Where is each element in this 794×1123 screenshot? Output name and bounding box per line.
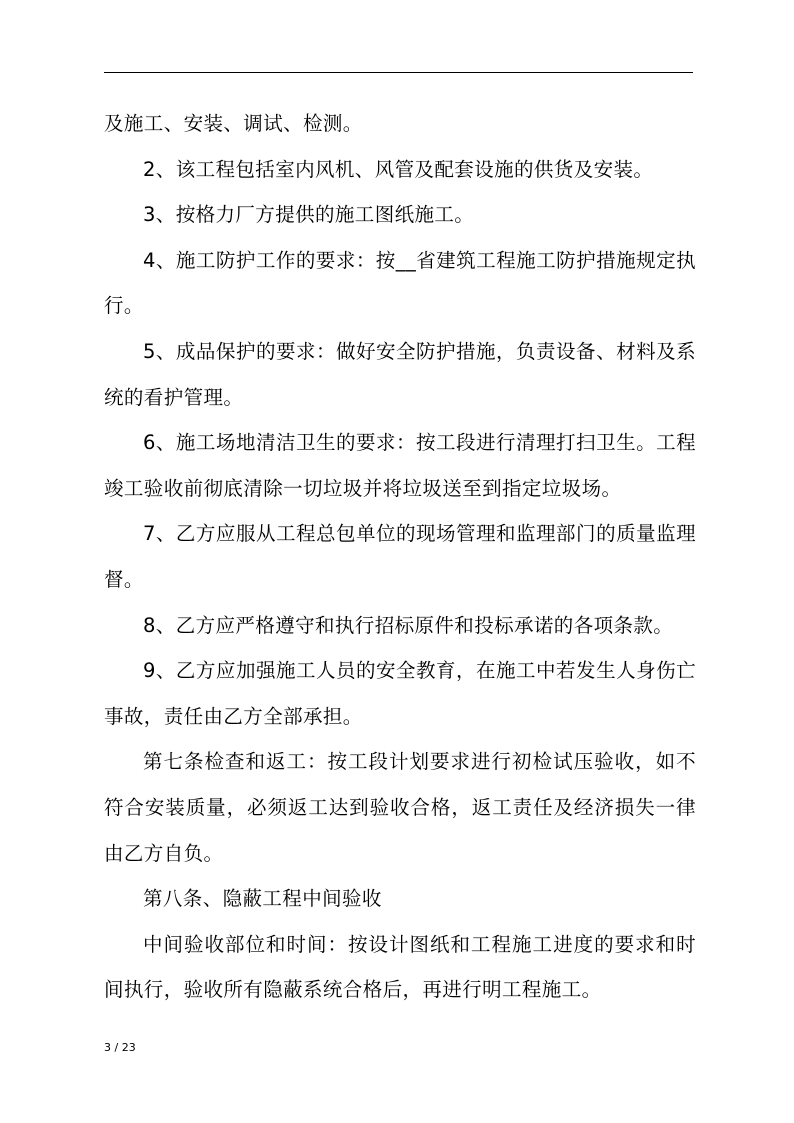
paragraph-6: 6、施工场地清洁卫生的要求：按工段进行清理打扫卫生。工程竣工验收前彻底清除一切垃圾并将垃圾送至到指定垃圾场。 xyxy=(104,431,696,500)
paragraph-2: 2、该工程包括室内风机、风管及配套设施的供货及安装。 xyxy=(143,157,654,181)
paragraph-4: 4、施工防护工作的要求：按__省建筑工程施工防护措施规定执行。 xyxy=(104,248,696,318)
paragraph-9: 9、乙方应加强施工人员的安全教育，在施工中若发生人身伤亡事故，责任由乙方全部承担。 xyxy=(104,659,696,728)
paragraph-article-8-heading: 第八条、隐蔽工程中间验收 xyxy=(143,887,382,911)
document-body xyxy=(104,101,696,1013)
paragraph-1: 及施工、安装、调试、检测。 xyxy=(104,112,363,135)
header-rule xyxy=(104,72,693,73)
paragraph-5: 5、成品保护的要求：做好安全防护措施，负责设备、材料及系统的看护管理。 xyxy=(104,339,696,409)
paragraph-article-7: 第七条检查和返工：按工段计划要求进行初检试压验收，如不符合安装质量，必须返工达到验收合格，返工责任及经济损失一律由乙方自负。 xyxy=(104,750,696,865)
page-number: 3 / 23 xyxy=(104,1041,136,1054)
paragraph-7: 7、乙方应服从工程总包单位的现场管理和监理部门的质量监理督。 xyxy=(104,522,696,591)
paragraph-3: 3、按格力厂方提供的施工图纸施工。 xyxy=(143,203,475,227)
paragraph-interim-acceptance: 中间验收部位和时间：按设计图纸和工程施工进度的要求和时间执行，验收所有隐蔽系统合格后，再进行明工程施工。 xyxy=(104,932,696,1002)
paragraph-8: 8、乙方应严格遵守和执行招标原件和投标承诺的各项条款。 xyxy=(143,613,674,637)
